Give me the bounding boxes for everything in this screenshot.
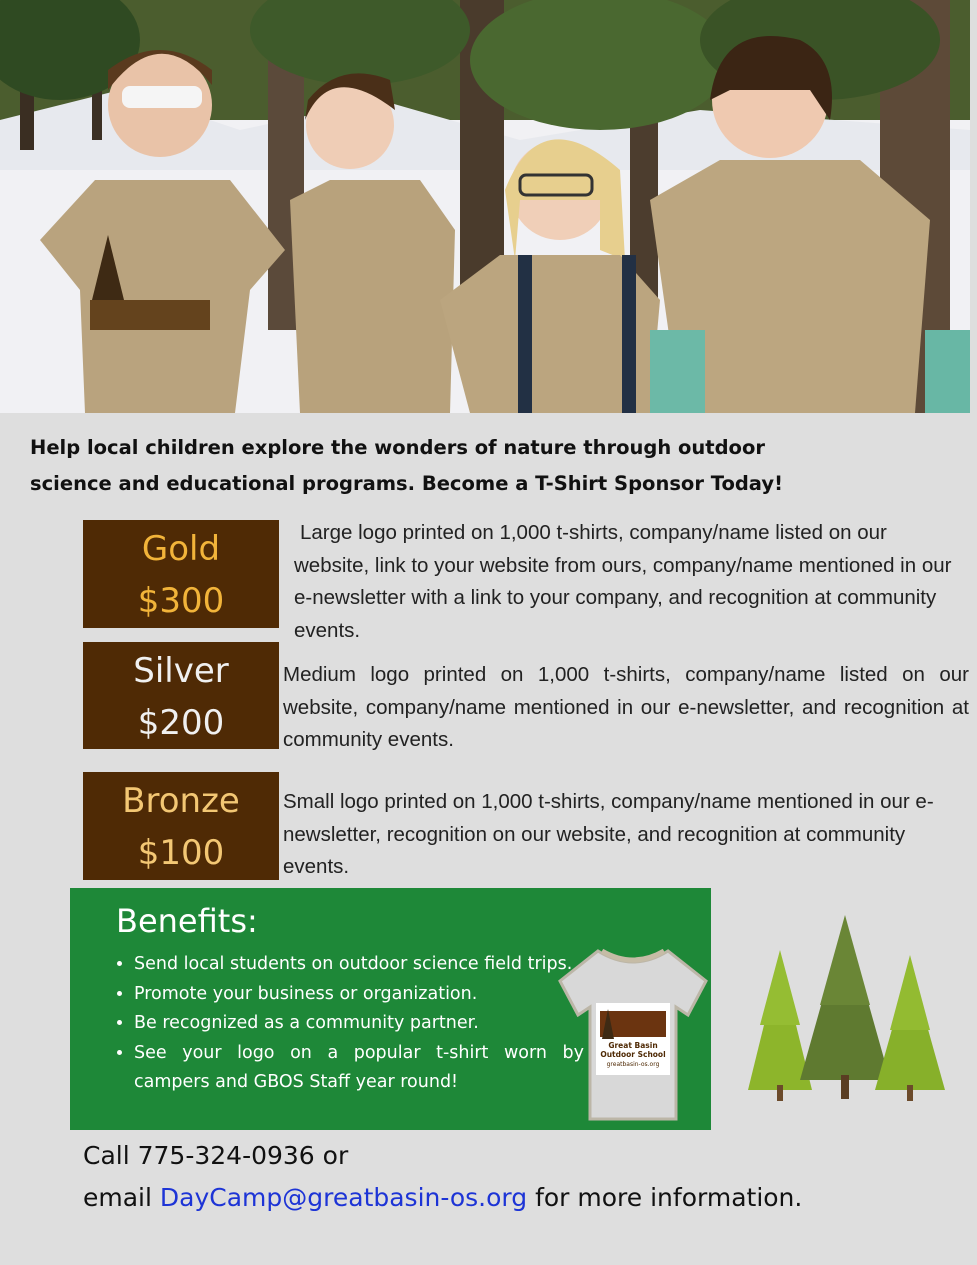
shirt-logo-line3: greatbasin-os.org [606,1061,660,1068]
contact-email-line [83,1177,802,1219]
tshirt-icon [558,943,708,1123]
headline-line2: science and educational programs. Become a T-Shirt Sponsor Today! [30,472,783,495]
pine-trees-icon [740,915,955,1105]
benefit-item: • Promote your business or organization. [134,980,584,1010]
tier-silver-price: $200 [137,703,225,743]
contact-email-suffix: for more information. [527,1183,803,1212]
contact-email-prefix: email [83,1183,160,1212]
tier-bronze-box [83,772,279,880]
contact-info [83,1135,802,1219]
tier-bronze-price: $100 [137,833,225,873]
email-link[interactable]: DayCamp@greatbasin-os.org [159,1183,528,1212]
tier-gold-price: $300 [137,581,225,621]
benefits-list [112,950,584,1098]
headline [30,430,930,502]
tier-gold-description: Large logo printed on 1,000 t-shirts, company/name listed on our website, link to your website from ours, company/name mentioned in our e-newsletter with a link to your company, and recognition at community events. [294,521,952,642]
tier-silver-description: Medium logo printed on 1,000 t-shirts, company/name listed on our website, company/name mentioned in our e-newsletter, and recognition at community events. [283,663,969,751]
children-in-sponsor-tshirts-photo [0,0,970,413]
benefits-panel [70,888,711,1130]
tier-silver-name: Silver [133,651,229,691]
hero-photo [0,0,970,413]
pine-trees-illustration [740,915,955,1109]
tier-silver-box [83,642,279,749]
tier-gold-name: Gold [141,529,221,569]
benefits-title: Benefits: [116,902,258,940]
benefit-item: • Be recognized as a community partner. [134,1009,584,1039]
shirt-logo-line1: Great Basin [608,1041,658,1050]
benefit-item: • See your logo on a popular t-shirt worn by campers and GBOS Staff year round! [134,1039,584,1098]
tier-bronze-name: Bronze [122,781,240,821]
headline-line1: Help local children explore the wonders of nature through outdoor [30,436,765,459]
tshirt-illustration [558,943,708,1127]
tier-gold-box [83,520,279,628]
benefit-item: • Send local students on outdoor science field trips. [134,950,584,980]
contact-phone-line: Call 775-324-0936 or [83,1141,349,1170]
shirt-logo-line2: Outdoor School [600,1050,666,1059]
tier-bronze-description: Small logo printed on 1,000 t-shirts, company/name mentioned in our e-newsletter, recognition on our website, and recognition at community events. [283,790,934,878]
